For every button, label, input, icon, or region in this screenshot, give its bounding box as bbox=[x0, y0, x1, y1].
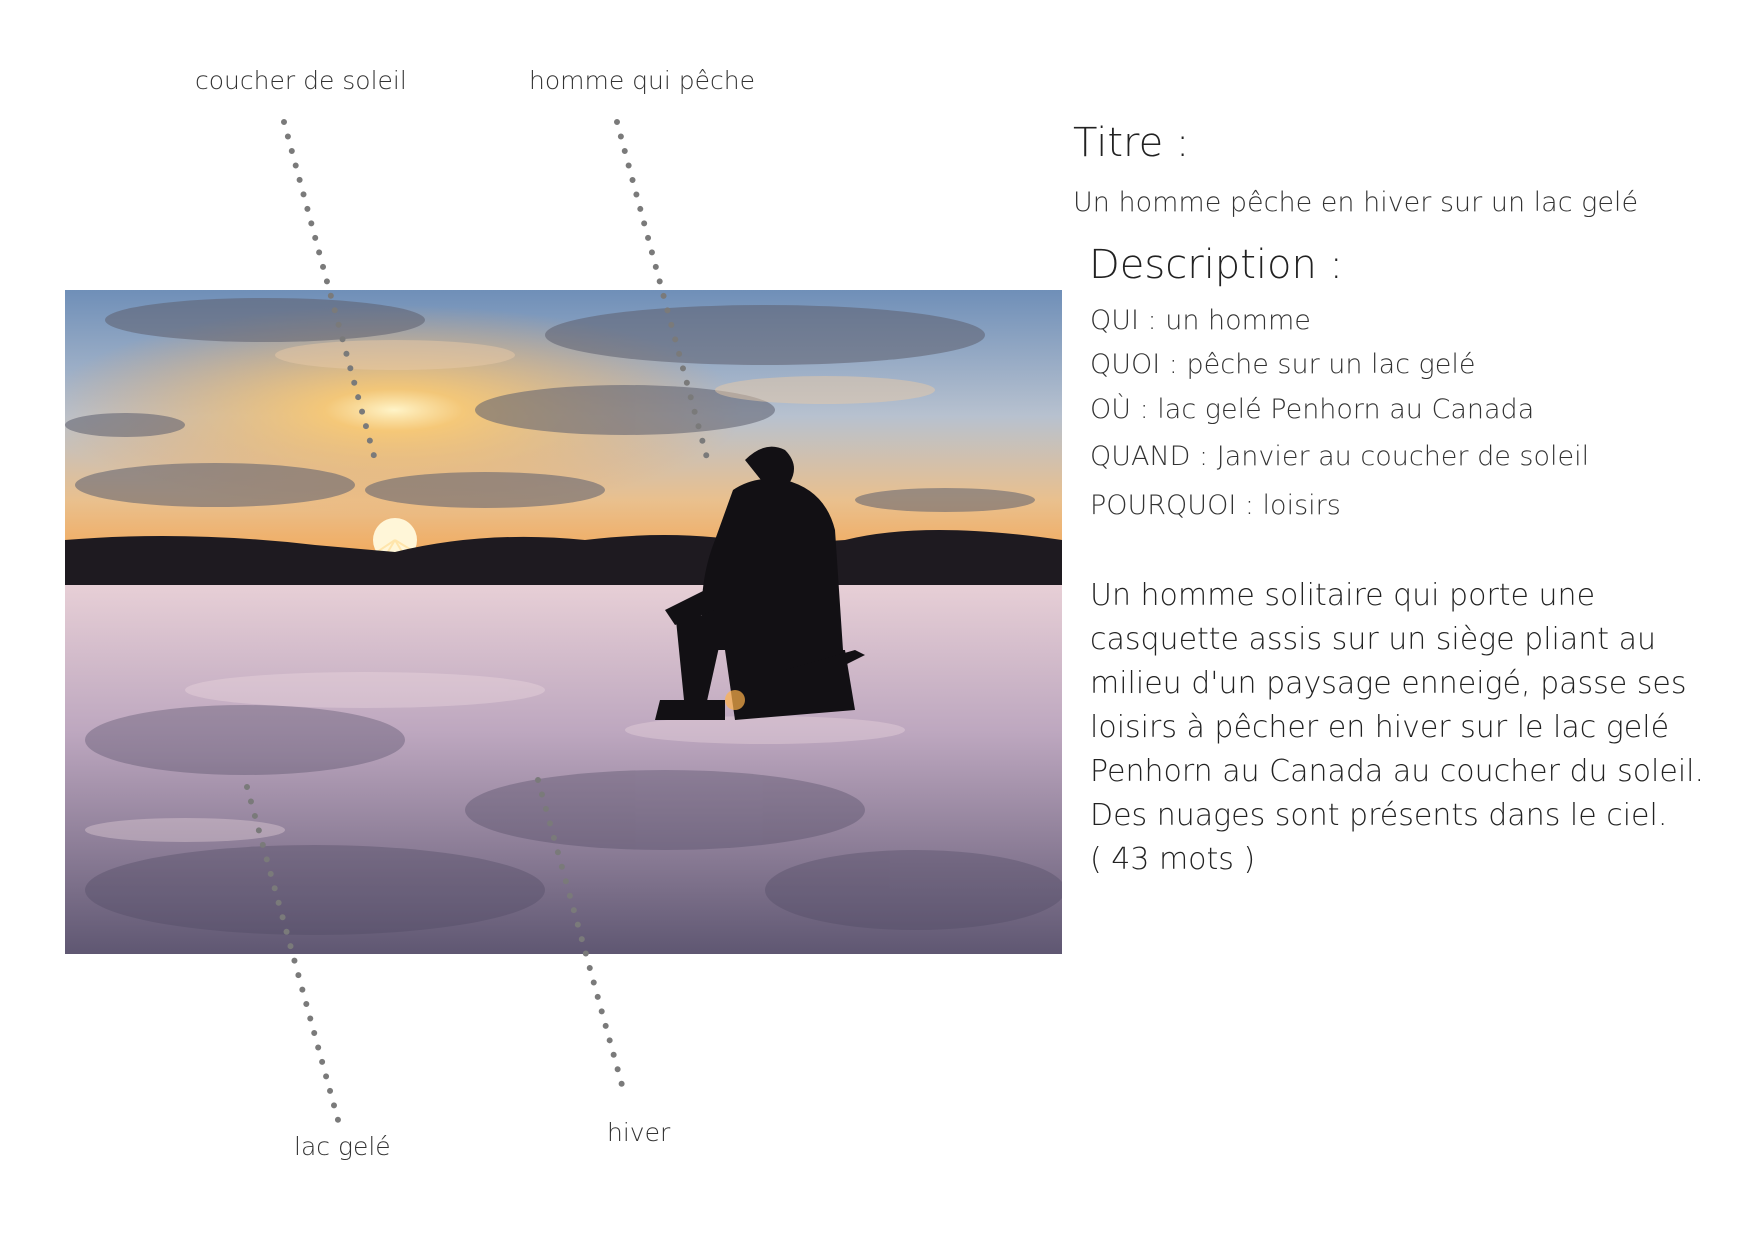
label-hiver: hiver bbox=[607, 1118, 671, 1147]
label-lac-gele: lac gelé bbox=[294, 1132, 391, 1161]
ice-fishing-photo bbox=[65, 290, 1062, 954]
title-heading: Titre : bbox=[1073, 120, 1190, 166]
quand-line: QUAND : Janvier au coucher de soleil bbox=[1090, 441, 1590, 472]
title-text: Un homme pêche en hiver sur un lac gelé bbox=[1073, 187, 1639, 218]
paragraph-line: milieu d'un paysage enneigé, passe ses bbox=[1090, 666, 1687, 701]
description-heading: Description : bbox=[1089, 242, 1344, 288]
qui-line: QUI : un homme bbox=[1090, 305, 1311, 336]
paragraph-line: Un homme solitaire qui porte une bbox=[1090, 578, 1596, 613]
paragraph-line: casquette assis sur un siège pliant au bbox=[1090, 622, 1656, 657]
pourquoi-line: POURQUOI : loisirs bbox=[1090, 490, 1341, 521]
label-homme-qui-peche: homme qui pêche bbox=[529, 66, 756, 95]
quoi-line: QUOI : pêche sur un lac gelé bbox=[1090, 349, 1476, 380]
paragraph-line: Des nuages sont présents dans le ciel. bbox=[1090, 798, 1668, 833]
ou-line: OÙ : lac gelé Penhorn au Canada bbox=[1090, 394, 1535, 425]
paragraph-line: Penhorn au Canada au coucher du soleil. bbox=[1090, 754, 1705, 789]
description-paragraph bbox=[1090, 574, 1740, 882]
word-count: ( 43 mots ) bbox=[1090, 842, 1256, 877]
label-coucher-de-soleil: coucher de soleil bbox=[195, 66, 407, 95]
paragraph-line: loisirs à pêcher en hiver sur le lac gelé bbox=[1090, 710, 1670, 745]
